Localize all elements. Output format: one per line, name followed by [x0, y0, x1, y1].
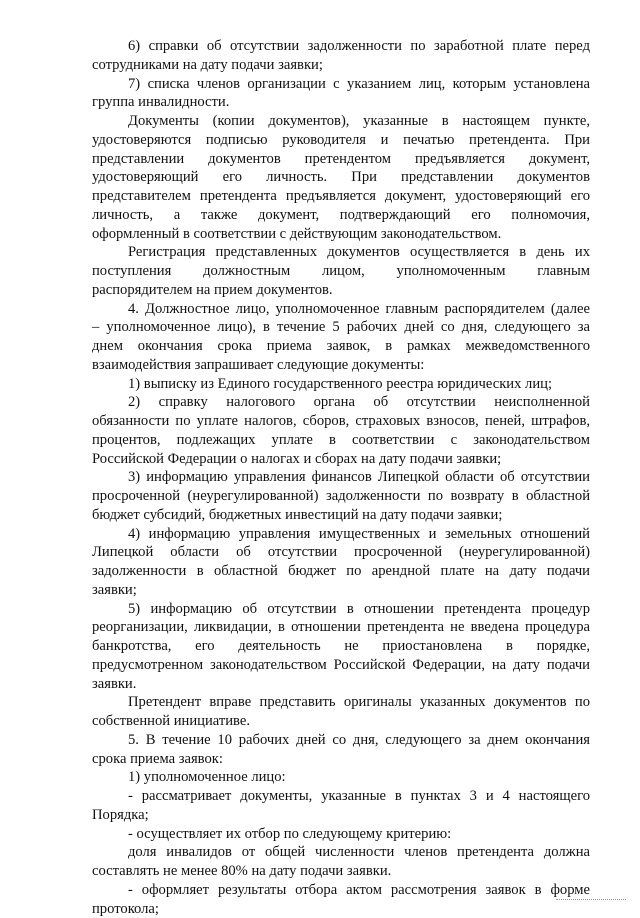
text-line: распорядителем на прием документов.	[92, 281, 590, 300]
text-line: представлении документов претендентом предъявляется документ,	[92, 150, 590, 169]
text-line: днем окончания срока приема заявок, в рамках межведомственного	[92, 337, 590, 356]
text-line: 3) информацию управления финансов Липецкой области об отсутствии	[92, 468, 590, 487]
text-line: - осуществляет их отбор по следующему критерию:	[92, 825, 590, 844]
text-line: доля инвалидов от общей численности членов претендента должна	[92, 843, 590, 862]
paragraph-p4-2	[92, 393, 590, 468]
paragraph-p7	[92, 75, 590, 113]
text-line: заявки;	[92, 581, 590, 600]
paragraph-p-originals	[92, 693, 590, 731]
text-line: Претендент вправе представить оригиналы указанных документов по	[92, 693, 590, 712]
paragraph-p-docs	[92, 112, 590, 243]
paragraph-p5-1a	[92, 787, 590, 825]
paragraph-p4	[92, 300, 590, 375]
text-line: - оформляет результаты отбора актом рассмотрения заявок в форме	[92, 881, 590, 900]
text-line: Российской Федерации о налогах и сборах на дату подачи заявки;	[92, 450, 590, 469]
text-line: Документы (копии документов), указанные в настоящем пункте,	[92, 112, 590, 131]
text-line: заявки.	[92, 675, 590, 694]
text-line: 4. Должностное лицо, уполномоченное главным распорядителем (далее	[92, 300, 590, 319]
text-line: задолженности в областной бюджет по арендной плате на дату подачи	[92, 562, 590, 581]
paragraph-p4-1	[92, 375, 590, 394]
text-line: - рассматривает документы, указанные в пунктах 3 и 4 настоящего	[92, 787, 590, 806]
text-line: обязанности по уплате налогов, сборов, страховых взносов, пеней, штрафов,	[92, 412, 590, 431]
text-line: банкротства, его деятельность не приостановлена в порядке,	[92, 637, 590, 656]
paragraph-p4-5	[92, 600, 590, 694]
paragraph-p5-1b	[92, 825, 590, 844]
text-line: 5) информацию об отсутствии в отношении претендента процедур	[92, 600, 590, 619]
text-line: протокола;	[92, 900, 590, 918]
paragraph-p5	[92, 731, 590, 769]
text-line: – уполномоченное лицо), в течение 5 рабочих дней со дня, следующего за	[92, 318, 590, 337]
text-line: удостоверяющий его личность. При представлении документов	[92, 168, 590, 187]
paragraph-p-registration	[92, 243, 590, 299]
text-line: 5. В течение 10 рабочих дней со дня, следующего за днем окончания	[92, 731, 590, 750]
text-line: предусмотренном законодательством Российской Федерации, на дату подачи	[92, 656, 590, 675]
paragraph-p4-3	[92, 468, 590, 524]
paragraph-p4-4	[92, 525, 590, 600]
text-line: взаимодействия запрашивает следующие документы:	[92, 356, 590, 375]
text-line: сотрудниками на дату подачи заявки;	[92, 56, 590, 75]
paragraph-p5-1c	[92, 843, 590, 881]
text-line: бюджет субсидий, бюджетных инвестиций на дату подачи заявки;	[92, 506, 590, 525]
text-line: 7) списка членов организации с указанием лиц, которым установлена	[92, 75, 590, 94]
text-line: реорганизации, ликвидации, в отношении претендента не введена процедура	[92, 618, 590, 637]
text-line: 6) справки об отсутствии задолженности по заработной плате перед	[92, 37, 590, 56]
text-line: 1) выписку из Единого государственного реестра юридических лиц;	[92, 375, 590, 394]
text-line: Липецкой области об отсутствии просроченной (неурегулированной)	[92, 543, 590, 562]
text-line: 2) справку налогового органа об отсутствии неисполненной	[92, 393, 590, 412]
text-line: собственной инициативе.	[92, 712, 590, 731]
text-line: удостоверяются подписью руководителя и печатью претендента. При	[92, 131, 590, 150]
text-line: поступления должностным лицом, уполномоченным главным	[92, 262, 590, 281]
paragraph-p5-1	[92, 768, 590, 787]
text-line: срока приема заявок:	[92, 750, 590, 769]
text-line: просроченной (неурегулированной) задолженности по возврату в областной	[92, 487, 590, 506]
text-line: группа инвалидности.	[92, 93, 590, 112]
text-line: представителем претендента предъявляется документ, удостоверяющий его	[92, 187, 590, 206]
text-line: личность, а также документ, подтверждающий его полномочия,	[92, 206, 590, 225]
scan-artifact	[556, 899, 626, 903]
text-line: процентов, подлежащих уплате в соответствии с законодательством	[92, 431, 590, 450]
paragraph-p5-1d	[92, 881, 590, 918]
text-line: составлять не менее 80% на дату подачи заявки.	[92, 862, 590, 881]
text-line: оформленный в соответствии с действующим законодательством.	[92, 225, 590, 244]
text-line: 1) уполномоченное лицо:	[92, 768, 590, 787]
paragraph-p6	[92, 37, 590, 75]
text-line: Регистрация представленных документов осуществляется в день их	[92, 243, 590, 262]
text-line: Порядка;	[92, 806, 590, 825]
text-line: 4) информацию управления имущественных и земельных отношений	[92, 525, 590, 544]
document-body	[92, 37, 590, 918]
